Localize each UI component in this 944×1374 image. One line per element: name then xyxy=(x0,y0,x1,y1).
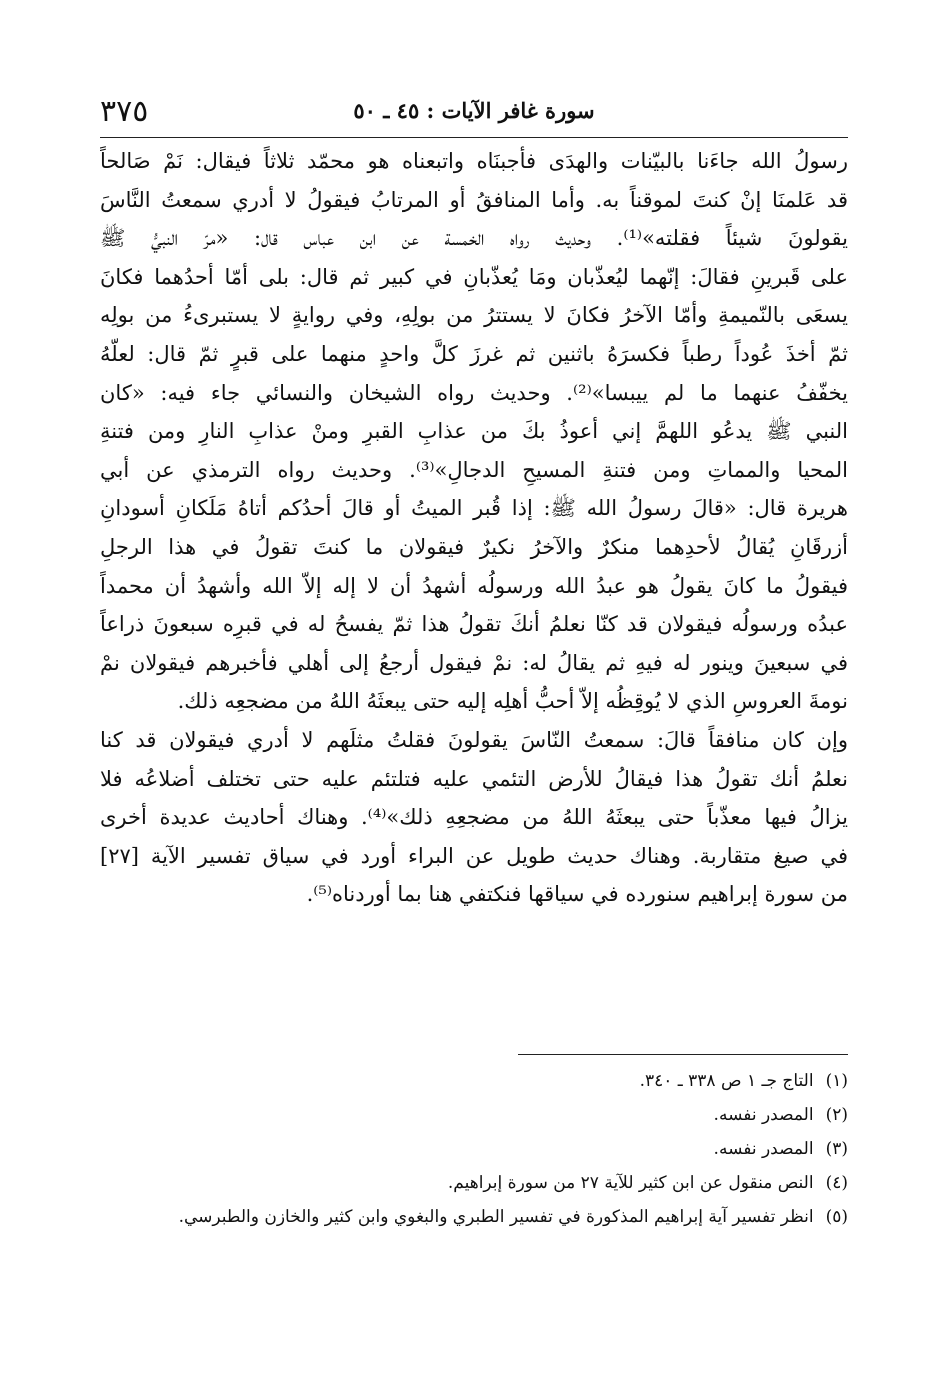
text-line: يزالُ فيها معذّباً حتى يبعثَهُ اللهُ من مضجعِهِ ذلك»⁽⁴⁾. وهناك أحاديث عديدة أخرى xyxy=(100,805,848,830)
body-text xyxy=(100,142,848,914)
footnote-text: المصدر نفسه. xyxy=(713,1105,814,1125)
text-line: على قَبرينِ فقالَ: إنّهما ليُعذّبان ومَا يُعذّبانِ في كبير ثم قال: بلى أمّا أحدُهما فكانَ xyxy=(100,264,848,289)
footnote-number: (٤) xyxy=(825,1173,848,1193)
footnote-text: المصدر نفسه. xyxy=(713,1139,814,1159)
text-line: نومةَ العروسِ الذي لا يُوقِظُه إلاّ أحبُّ أهلِه إليه حتى يبعثَهُ اللهُ من مضجعِه ذلك. xyxy=(177,689,848,714)
text-line: نعلمُ أنك تقولُ هذا فيقالُ للأرض التئمي عليه فتلتئم عليه حتى تختلف أضلاعُه فلا xyxy=(100,766,848,791)
footnote xyxy=(100,1098,848,1132)
text-line: النبي ﷺ يدعُو اللهمَّ إني أعوذُ بكَ من عذابِ القبرِ ومنْ عذابِ النارِ ومن فتنةِ xyxy=(100,419,848,444)
text-line: ثمّ أخذَ عُوداً رطباً فكسرَهُ باثنين ثم غرزَ كلَّ واحدٍ منهما على قبرٍ ثمّ قال: لعلّهُ xyxy=(100,341,848,366)
text-line: المحيا والمماتِ ومن فتنةِ المسيحِ الدجالِ»⁽³⁾. وحديث رواه الترمذي عن أبي xyxy=(100,457,848,482)
footnote-text: التاج جـ ١ ص ٣٣٨ ـ ٣٤٠. xyxy=(639,1071,814,1091)
text-line: من سورة إبراهيم سنورده في سياقها فنكتفي هنا بما أوردناه⁽⁵⁾. xyxy=(306,882,848,907)
footnote-separator xyxy=(518,1054,848,1055)
footnote-text: النص منقول عن ابن كثير للآية ٢٧ من سورة إبراهيم. xyxy=(447,1173,814,1193)
text-line: يخفّفُ عنهما ما لم ييبسا»⁽²⁾. وحديث رواه الشيخان والنسائي جاء فيه: «كان xyxy=(100,380,848,405)
text-line: رسولُ الله جاءَنا بالبيّنات والهدَى فأجبنَاه واتبعناه هو محمّد ثلاثاً فيقال: نَمْ صَالحاً xyxy=(100,149,848,173)
text-line: قد عَلمنَا إنْ كنتَ لموقناً به. وأما المنافقُ أو المرتابُ فيقولُ لا أدري سمعتُ النَّاسَ xyxy=(100,187,848,212)
footnote xyxy=(100,1166,848,1200)
footnote-number: (٢) xyxy=(825,1105,848,1125)
footnote-number: (١) xyxy=(825,1071,848,1091)
header-rule xyxy=(100,137,848,138)
footnote xyxy=(100,1132,848,1166)
footnotes xyxy=(100,1064,848,1234)
page-number: ٣٧٥ xyxy=(100,94,149,129)
text-line: في صيغ متقاربة. وهناك حديث طويل عن البراء أورد في سياق تفسير الآية [٢٧] xyxy=(100,843,848,868)
footnote-number: (٣) xyxy=(825,1139,848,1159)
running-title: سورة غافر الآيات : ٤٥ ـ ٥٠ xyxy=(353,98,595,123)
text-line: في سبعينَ وينور له فيهِ ثم يقالُ له: نمْ فيقول أرجعُ إلى أهلي فأخبرهم فيقولان نمْ xyxy=(100,650,848,675)
footnote-text: انظر تفسير آية إبراهيم المذكورة في تفسير الطبري والبغوي وابن كثير والخازن والطبرسي. xyxy=(178,1207,814,1227)
footnote-number: (٥) xyxy=(825,1207,848,1227)
text-line: عبدُه ورسولُه فيقولان قد كنّا نعلمُ أنكَ تقولُ هذا ثمّ يفسحُ له في قبرِه سبعونَ ذراعاً xyxy=(100,612,848,637)
text-line: هريرة قال: «قالَ رسولُ الله ﷺ: إذا قُبر الميتُ أو قالَ أحدُكم أتاهُ مَلَكانِ أسودانِ xyxy=(100,496,848,521)
footnote xyxy=(100,1064,848,1098)
page-header xyxy=(100,92,848,132)
text-line: يسعَى بالنّميمةِ وأمّا الآخرُ فكانَ لا يستترُ من بولِهِ، وفي روايةٍ لا يستبرىءُ من بولِه xyxy=(100,303,848,328)
text-line: وإن كان منافقاً قالَ: سمعتُ النّاسَ يقولونَ فقلتُ مثلَهم لا أدري فيقولان قد كنا xyxy=(100,727,848,752)
footnote xyxy=(100,1200,848,1234)
text-line: يقولونَ شيئاً فقلته»⁽¹⁾. وحديث رواه الخمسة عن ابن عباس قال: «مرّ النبيُّ ﷺ xyxy=(100,226,848,251)
text-line: أزرقَانِ يُقالُ لأحدِهما منكرٌ والآخرُ نكيرٌ فيقولان ما كنتَ تقولُ في هذا الرجلِ xyxy=(100,534,848,559)
text-line: فيقولُ ما كانَ يقولُ هو عبدُ الله ورسولُه أشهدُ أن لا إله إلاّ الله وأشهدُ أن محمداً xyxy=(100,573,848,598)
